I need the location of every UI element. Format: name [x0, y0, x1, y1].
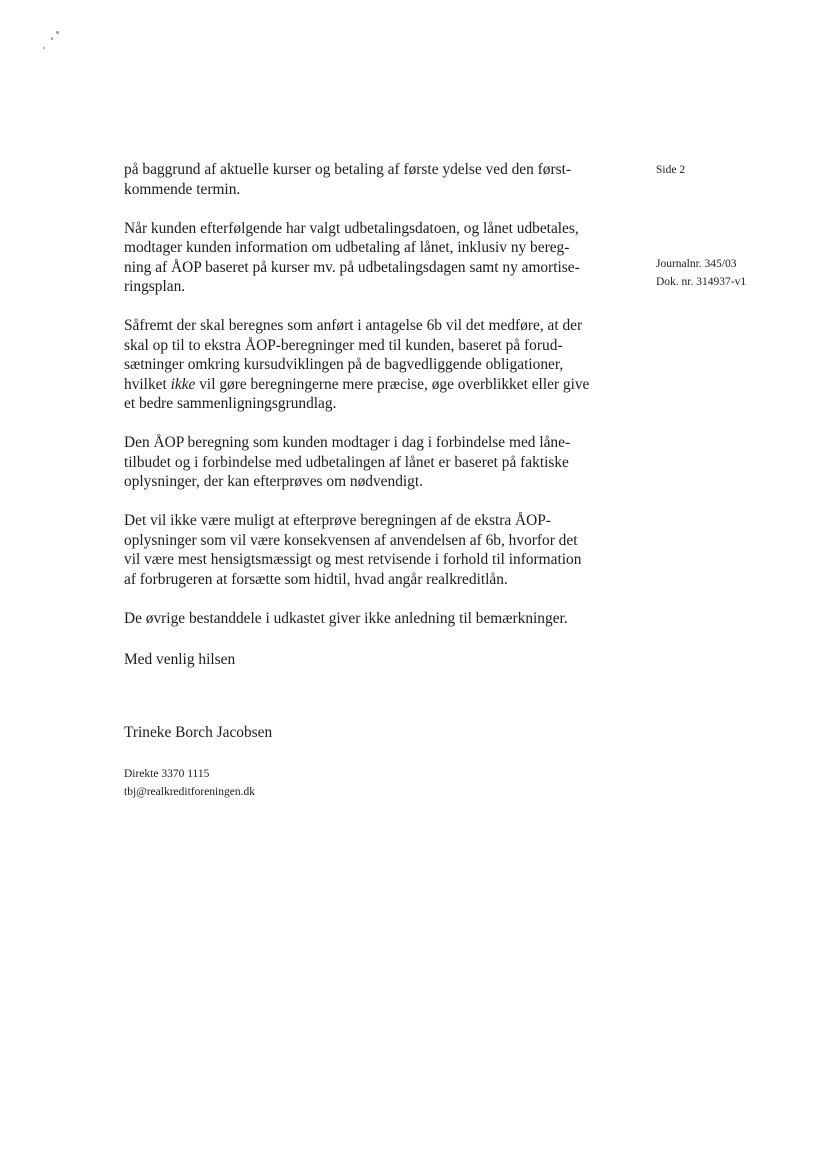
scan-specks	[38, 28, 68, 58]
text-line: sætninger omkring kursudviklingen på de bagvedliggende obligationer,	[124, 356, 564, 373]
text-line-with-emphasis	[124, 375, 624, 395]
text-line: skal op til to ekstra ÅOP-beregninger med til kunden, baseret på forud-	[124, 336, 563, 354]
text-line: Når kunden efterfølgende har valgt udbetalingsdatoen, og lånet udbetales,	[124, 219, 579, 237]
closing-salutation: Med venlig hilsen	[124, 651, 236, 668]
speck	[56, 31, 59, 34]
emphasis-text: ikke	[170, 375, 196, 393]
text-line: De øvrige bestanddele i udkastet giver ikke anledning til bemærkninger.	[124, 609, 568, 627]
text-line: et bedre sammenligningsgrundlag.	[124, 395, 337, 412]
text-line: Det vil ikke være muligt at efterprøve beregningen af de ekstra ÅOP-	[124, 512, 551, 529]
text-line: modtager kunden information om udbetaling af lånet, inklusiv ny bereg-	[124, 239, 570, 256]
text-line: vil være mest hensigtsmæssigt og mest retvisende i forhold til information	[124, 551, 582, 568]
letter-body	[124, 160, 624, 648]
journal-number: Journalnr. 345/03	[656, 258, 737, 270]
paragraph-6	[124, 609, 624, 629]
contact-info	[124, 765, 255, 801]
page-number: Side 2	[656, 164, 686, 176]
text-line: ning af ÅOP baseret på kurser mv. på udbetalingsdagen samt ny amortise-	[124, 258, 580, 276]
document-number: Dok. nr. 314937-v1	[656, 276, 747, 288]
speck	[43, 47, 45, 49]
text-segment: vil gøre beregningerne mere præcise, øge overblikket eller give	[195, 375, 590, 393]
direct-phone: Direkte 3370 1115	[124, 768, 210, 780]
text-segment: hvilket	[124, 375, 171, 393]
text-line: af forbrugeren at forsætte som hidtil, hvad angår realkreditlån.	[124, 570, 508, 588]
text-line: ringsplan.	[124, 278, 186, 295]
signature-name: Trineke Borch Jacobsen	[124, 724, 273, 741]
paragraph-5	[124, 511, 624, 589]
text-line: Såfremt der skal beregnes som anført i antagelse 6b vil det medføre, at der	[124, 317, 583, 334]
text-line: kommende termin.	[124, 180, 241, 198]
paragraph-1	[124, 160, 624, 199]
speck	[51, 37, 53, 40]
paragraph-2	[124, 219, 624, 297]
text-line: tilbudet og i forbindelse med udbetalingen af lånet er baseret på faktiske	[124, 453, 569, 471]
paragraph-3	[124, 316, 624, 414]
text-line: oplysninger, der kan efterprøves om nødvendigt.	[124, 473, 423, 490]
text-line: på baggrund af aktuelle kurser og betaling af første ydelse ved den først-	[124, 161, 572, 178]
text-line: Den ÅOP beregning som kunden modtager i dag i forbindelse med låne-	[124, 434, 571, 451]
email-address: tbj@realkreditforeningen.dk	[124, 786, 255, 798]
paragraph-4	[124, 433, 624, 492]
text-line: oplysninger som vil være konsekvensen af anvendelsen af 6b, hvorfor det	[124, 531, 578, 549]
